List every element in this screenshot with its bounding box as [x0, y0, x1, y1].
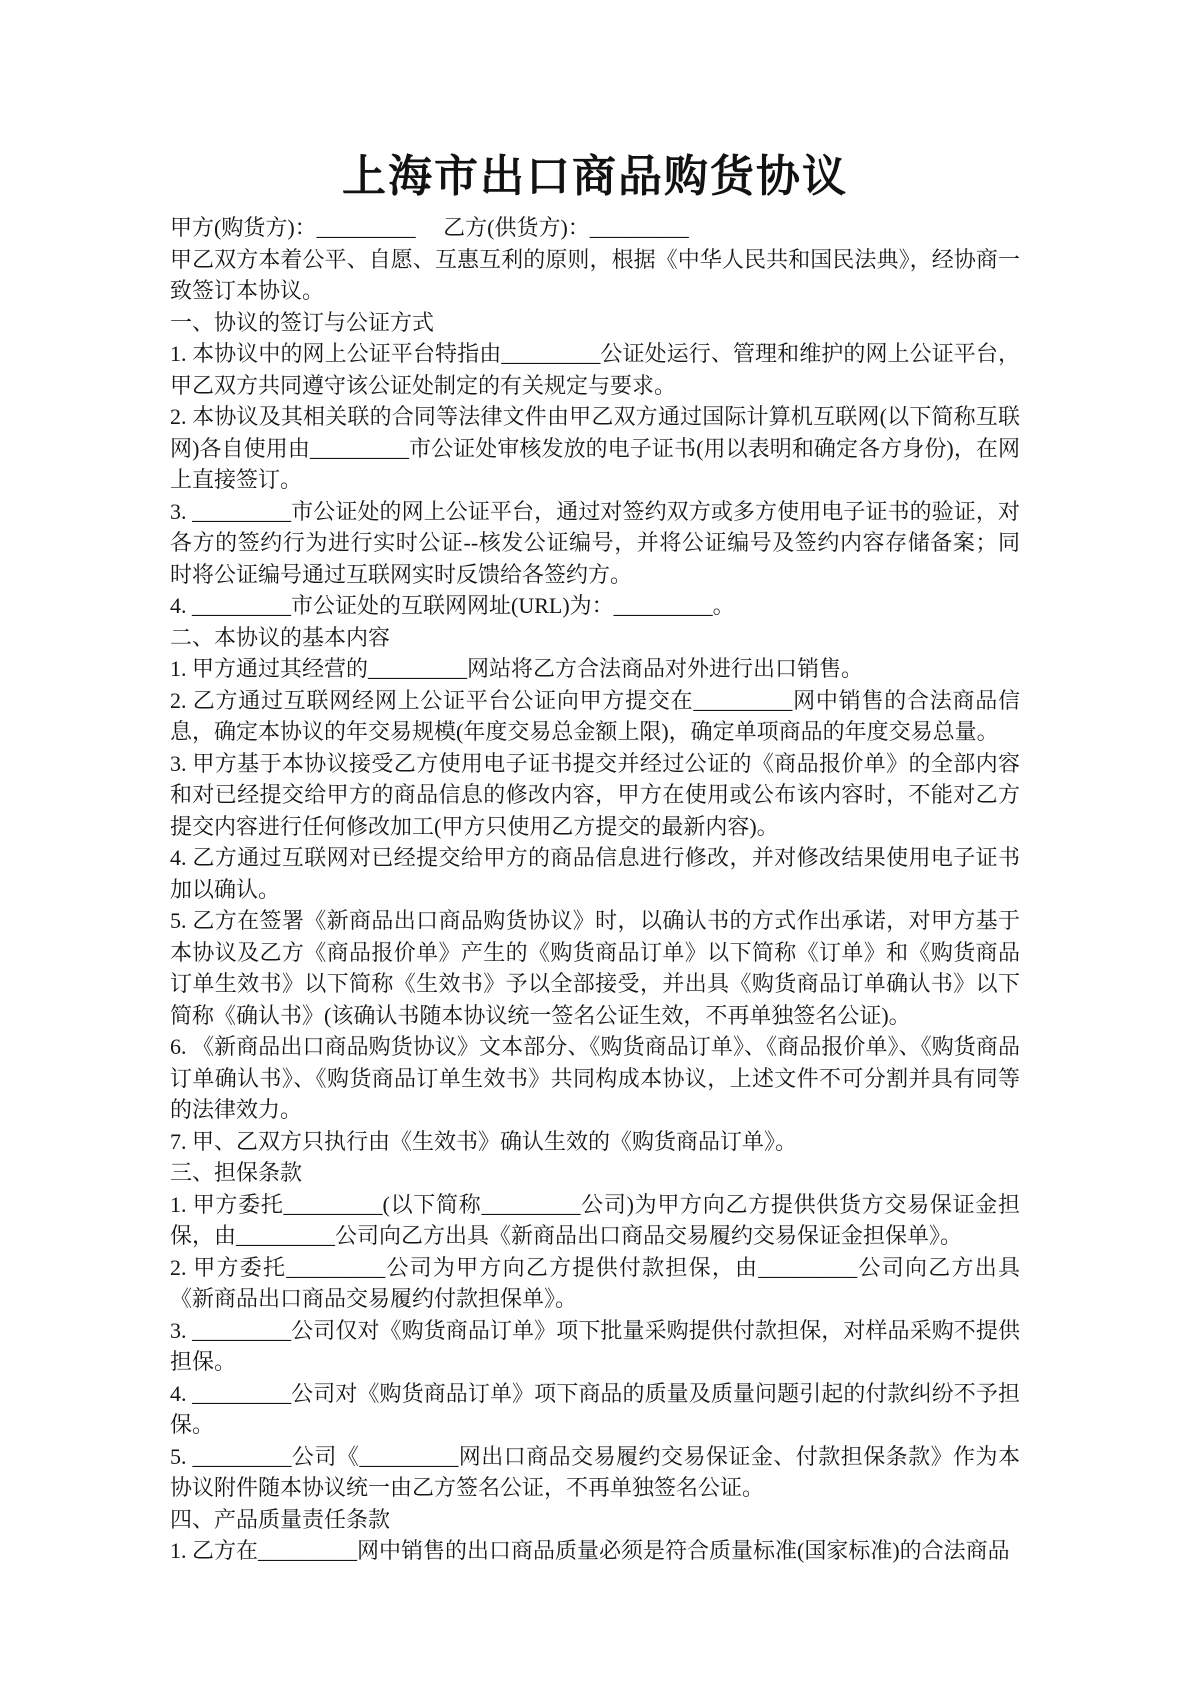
- clause-3-2: 2. 甲方委托_________公司为甲方向乙方提供付款担保，由_________公司向乙方出具《新商品出口商品交易履约付款担保单》。: [170, 1254, 1020, 1311]
- clause-2-2: 2. 乙方通过互联网经网上公证平台公证向甲方提交在_________网中销售的合法商品信息，确定本协议的年交易规模(年度交易总金额上限)，确定单项商品的年度交易总量。: [170, 687, 1020, 744]
- clause-4-1: 1. 乙方在_________网中销售的出口商品质量必须是符合质量标准(国家标准)的合法商品: [170, 1538, 1010, 1563]
- clause-1-4: 4. _________市公证处的互联网网址(URL)为：_________。: [170, 593, 735, 618]
- clause-2-4: 4. 乙方通过互联网对已经提交给甲方的商品信息进行修改，并对修改结果使用电子证书加以确认。: [170, 845, 1020, 902]
- preamble: 甲乙双方本着公平、自愿、互惠互利的原则，根据《中华人民共和国民法典》，经协商一致签订本协议。: [170, 246, 1020, 303]
- section-2-heading: 二、本协议的基本内容: [170, 624, 391, 650]
- clause-1-1: 1. 本协议中的网上公证平台特指由_________公证处运行、管理和维护的网上公证平台，甲乙双方共同遵守该公证处制定的有关规定与要求。: [170, 341, 1020, 398]
- clause-2-6: 6. 《新商品出口商品购货协议》文本部分、《购货商品订单》、《商品报价单》、《购货商品订单确认书》、《购货商品订单生效书》共同构成本协议，上述文件不可分割并具有同等的法律效力。: [170, 1034, 1020, 1122]
- clause-1-3: 3. _________市公证处的网上公证平台，通过对签约双方或多方使用电子证书的验证，对各方的签约行为进行实时公证--核发公证编号，并将公证编号及签约内容存储备案；同时将公证编号通过互联网实时反馈给各签约方。: [170, 498, 1020, 587]
- clause-2-7: 7. 甲、乙双方只执行由《生效书》确认生效的《购货商品订单》。: [170, 1128, 798, 1154]
- clause-3-1: 1. 甲方委托_________(以下简称_________公司)为甲方向乙方提供供货方交易保证金担保，由_________公司向乙方出具《新商品出口商品交易履约交易保证金担保单》。: [170, 1191, 1020, 1248]
- section-1-heading: 一、协议的签订与公证方式: [170, 309, 435, 335]
- parties-line: 甲方(购货方)：_________ 乙方(供货方)：_________: [170, 215, 689, 240]
- clause-3-5: 5. _________公司《_________网出口商品交易履约交易保证金、付款担保条款》作为本协议附件随本协议统一由乙方签名公证，不再单独签名公证。: [170, 1443, 1020, 1500]
- clause-2-3: 3. 甲方基于本协议接受乙方使用电子证书提交并经过公证的《商品报价单》的全部内容和对已经提交给甲方的商品信息的修改内容，甲方在使用或公布该内容时，不能对乙方提交内容进行任何修改加工(甲方只使用乙方提交的最新内容)。: [170, 750, 1020, 839]
- section-3-heading: 三、担保条款: [170, 1160, 303, 1185]
- clause-3-4: 4. _________公司对《购货商品订单》项下商品的质量及质量问题引起的付款纠纷不予担保。: [170, 1380, 1020, 1437]
- document-body: [170, 212, 1020, 1567]
- clause-2-1: 1. 甲方通过其经营的_________网站将乙方合法商品对外进行出口销售。: [170, 656, 864, 681]
- clause-3-3: 3. _________公司仅对《购货商品订单》项下批量采购提供付款担保，对样品采购不提供担保。: [170, 1317, 1020, 1374]
- clause-2-5: 5. 乙方在签署《新商品出口商品购货协议》时，以确认书的方式作出承诺，对甲方基于本协议及乙方《商品报价单》产生的《购货商品订单》以下简称《订单》和《购货商品订单生效书》以下简称《生效书》予以全部接受，并出具《购货商品订单确认书》以下简称《确认书》(该确认书随本协议统一签名公证生效，不再单独签名公证)。: [170, 908, 1020, 1028]
- clause-1-2: 2. 本协议及其相关联的合同等法律文件由甲乙双方通过国际计算机互联网(以下简称互联网)各自使用由_________市公证处审核发放的电子证书(用以表明和确定各方身份)，在网上直接签订。: [170, 404, 1020, 492]
- section-4-heading: 四、产品质量责任条款: [170, 1506, 391, 1532]
- document-title: 上海市出口商品购货协议: [342, 152, 848, 201]
